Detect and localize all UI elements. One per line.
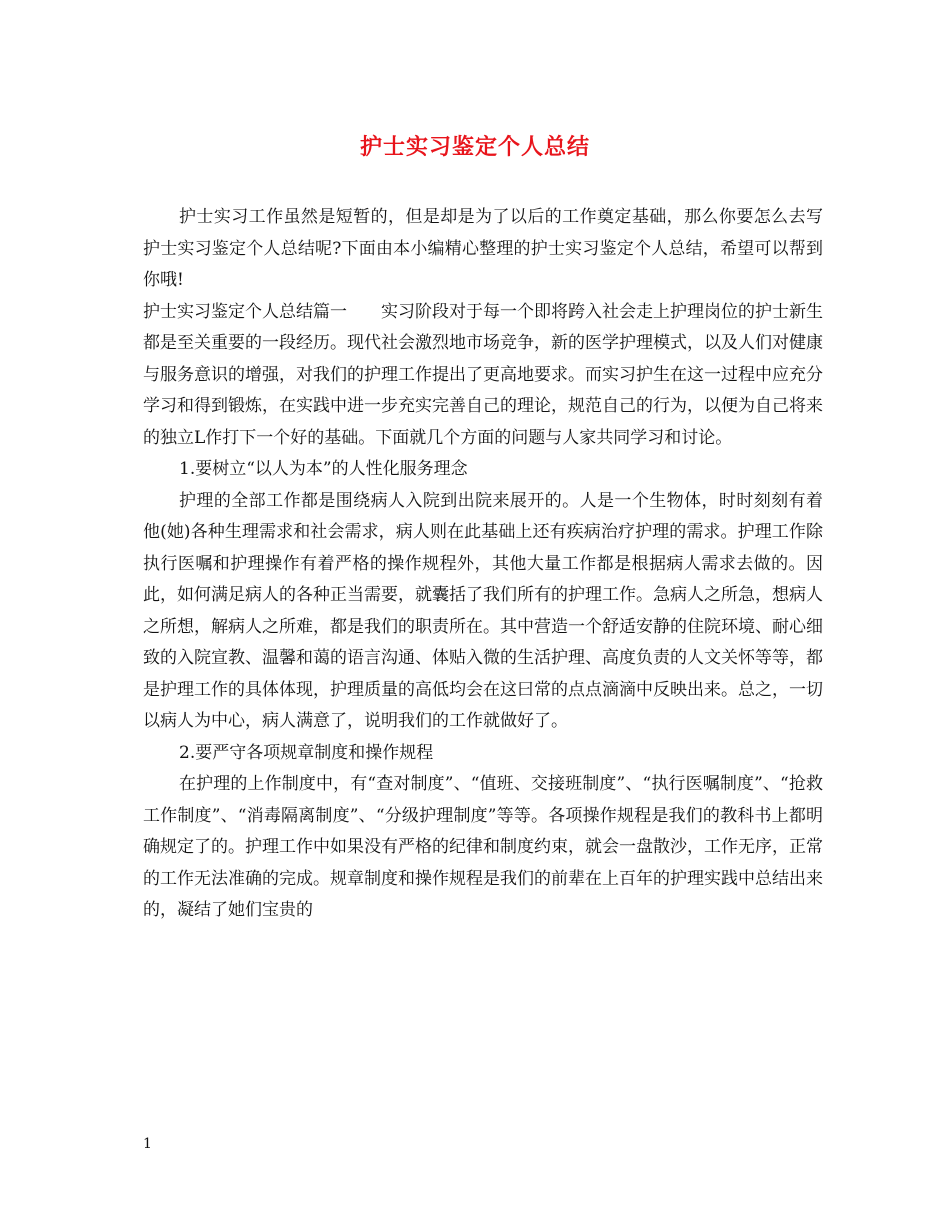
point-one-paragraph: 护理的全部工作都是围绕病人入院到出院来展开的。人是一个生物体，时时刻刻有着他(她)各种生理需求和社会需求，病人则在此基础上还有疾病治疗护理的需求。护理工作除执行医嘱和护理操作有着严格的操作规程外，其他大量工作都是根据病人需求去做的。因此，如何满足病人的各种正当需要，就囊括了我们所有的护理工作。急病人之所急，想病人之所想，解病人之所难，都是我们的职责所在。其中营造一个舒适安静的住院环境、耐心细致的入院宣教、温馨和蔼的语言沟通、体贴入微的生活护理、高度负责的人文关怀等等，都是护理工作的具体体现，护理质量的高低均会在这曰常的点点滴滴中反映出来。总之，一切以病人为中心，病人满意了，说明我们的工作就做好了。 [143, 490, 823, 731]
point-two-paragraph: 在护理的上作制度中，有“查对制度”、“值班、交接班制度”、“执行医嘱制度”、“抢救工作制度”、“消毒隔离制度”、“分级护理制度”等等。各项操作规程是我们的教科书上都明确规定了的。护理工作中如果没有严格的纪律和制度约束，就会一盘散沙，工作无序，正常的工作无法准确的完成。规章制度和操作规程是我们的前辈在上百年的护理实践中总结出来的，凝结了她们宝贵的 [143, 774, 823, 920]
document-title: 护士实习鉴定个人总结 [359, 134, 590, 160]
intro-paragraph: 护士实习工作虽然是短暂的，但是却是为了以后的工作奠定基础，那么你要怎么去写护士实习鉴定个人总结呢?下面由本小编精心整理的护士实习鉴定个人总结，希望可以帮到你哦! [143, 207, 823, 290]
page-number: 1 [143, 1136, 152, 1152]
point-one-heading: 1.要树立“以人为本”的人性化服务理念 [179, 459, 468, 479]
section-one-paragraph: 护士实习鉴定个人总结篇一 实习阶段对于每一个即将跨入社会走上护理岗位的护士新生都是至关重要的一段经历。现代社会激烈地市场竞争，新的医学护理模式，以及人们对健康与服务意识的增强，对我们的护理工作提出了更高地要求。而实习护生在这一过程中应充分学习和得到锻炼，在实践中进一步充实完善自己的理论，规范自己的行为，以便为自己将来的独立L作打下一个好的基础。下面就几个方面的问题与人家共同学习和讨论。 [143, 301, 823, 448]
document-body [143, 202, 823, 927]
point-two-heading: 2.要严守各项规章制度和操作规程 [179, 742, 434, 763]
